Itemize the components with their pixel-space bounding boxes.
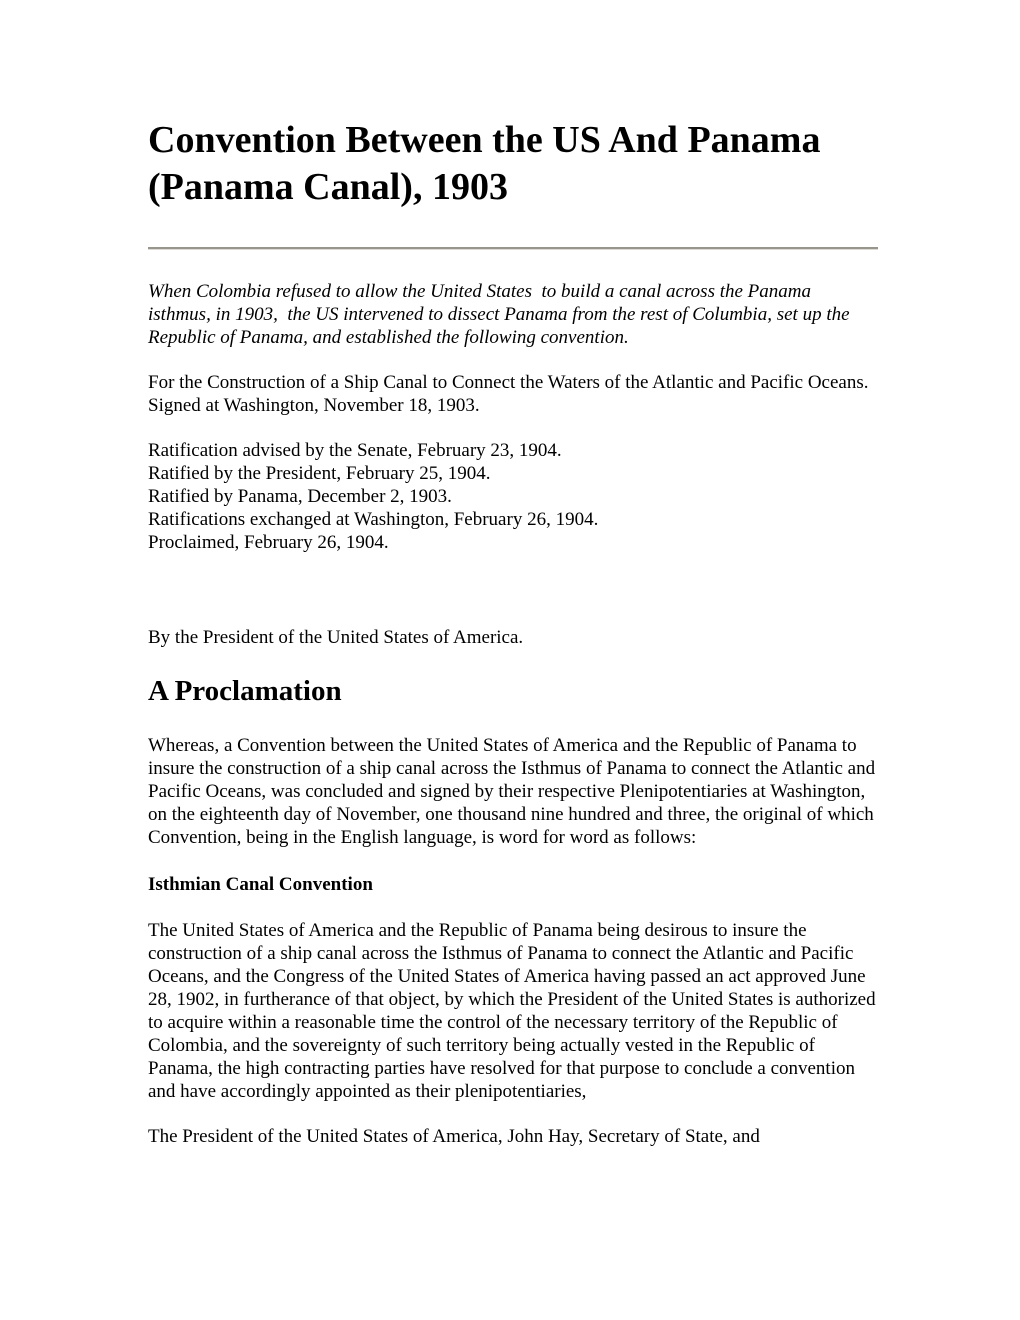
proclamation-heading: A Proclamation: [148, 675, 342, 707]
ratification-line: Ratified by Panama, December 2, 1903.: [148, 486, 452, 507]
signing-paragraph: For the Construction of a Ship Canal to Connect the Waters of the Atlantic and Pacific Oceans. Signed at Washington, November 18, 1903.: [148, 372, 869, 416]
document-title: Convention Between the US And Panama (Panama Canal), 1903: [148, 119, 821, 208]
whereas-paragraph: Whereas, a Convention between the United States of America and the Republic of Panama to insure the construction of a ship canal across the Isthmus of Panama to connect the Atlantic and Pacific Oceans, was concluded and signed by their respective Plenipotentiaries at Washington, on the eighteenth day of November, one thousand nine hundred and three, the original of which Convention, being in the English language, is word for word as follows:: [148, 735, 876, 848]
plenipotentiary-line: The President of the United States of America, John Hay, Secretary of State, and: [148, 1126, 760, 1147]
ratification-line: Proclaimed, February 26, 1904.: [148, 532, 389, 553]
ratification-line: Ratifications exchanged at Washington, February 26, 1904.: [148, 509, 599, 530]
preface-paragraph: When Colombia refused to allow the United States to build a canal across the Panama isthmus, in 1903, the US intervened to dissect Panama from the rest of Columbia, set up the Republic of Panama, and established the following convention.: [148, 281, 855, 348]
isthmian-canal-convention-heading: Isthmian Canal Convention: [148, 874, 373, 895]
by-president-line: By the President of the United States of America.: [148, 627, 524, 648]
ratification-line: Ratification advised by the Senate, February 23, 1904.: [148, 440, 562, 461]
title-divider-rule: [148, 247, 878, 250]
parties-paragraph: The United States of America and the Republic of Panama being desirous to insure the construction of a ship canal across the Isthmus of Panama to connect the Atlantic and Pacific Oceans, and the Congress of the United States of America having passed an act approved June 28, 1902, in furtherance of that object, by which the President of the United States is authorized to acquire within a reasonable time the control of the necessary territory of the Republic of Colombia, and the sovereignty of such territory being actually vested in the Republic of Panama, the high contracting parties have resolved for that purpose to conclude a convention and have accordingly appointed as their plenipotentiaries,: [148, 920, 876, 1102]
ratification-line: Ratified by the President, February 25, 1904.: [148, 463, 491, 484]
ratification-block: [148, 439, 878, 554]
